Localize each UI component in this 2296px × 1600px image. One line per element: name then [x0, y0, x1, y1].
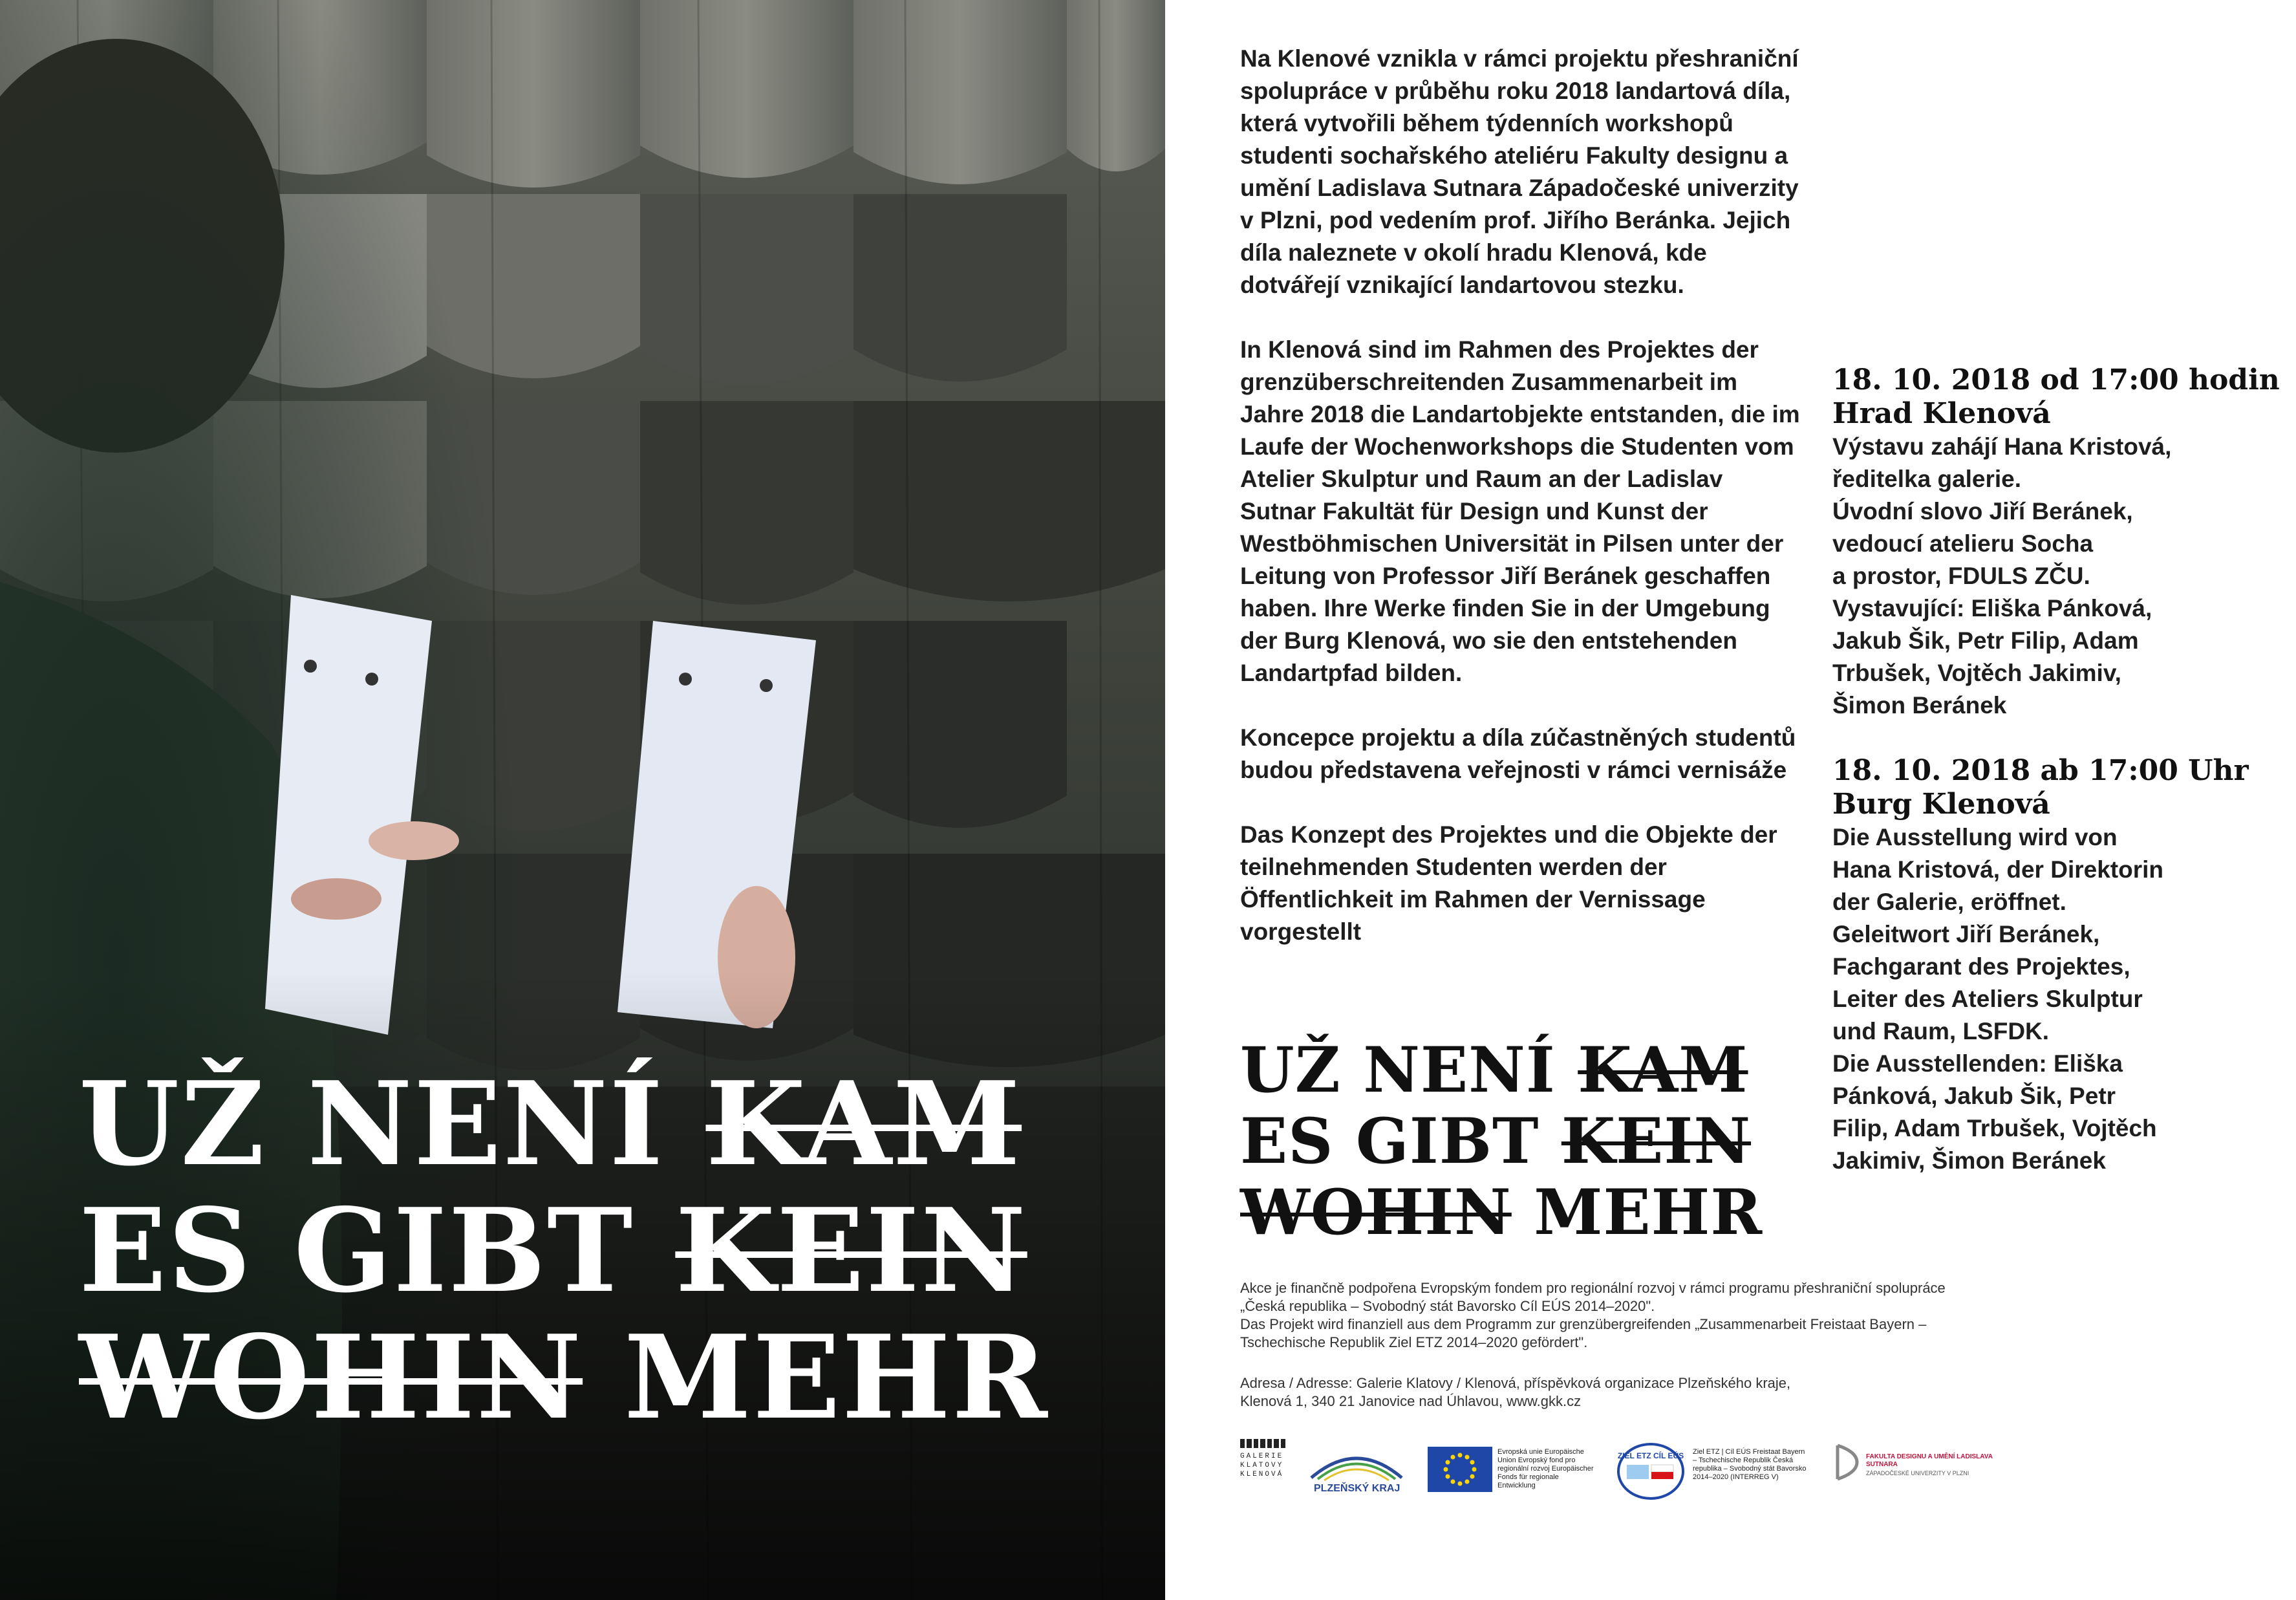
event-de: [1832, 754, 2285, 1177]
event-date: 18. 10. 2018 ab 17:00 Uhr: [1832, 754, 2249, 787]
event-description: Die Ausstellung wird von Hana Kristová, der Direktorin der Galerie, eröffnet. Geleitwort Jiří Beránek, Fachgarant des Projektes, Leiter des Ateliers Skulptur und Raum, LSFDK. Die Ausstellenden: Eliška Pánková, Jakub Šik, Petr Filip, Adam Trbušek, Vojtěch Jakimiv, Šimon Beránek: [1832, 824, 2163, 1174]
fduls-mark-icon: [1835, 1439, 1861, 1484]
address-line-1: Adresa / Adresse: Galerie Klatovy / Klenová, příspěvková organizace Plzeňského kraje,: [1240, 1375, 1791, 1391]
event-cz: [1832, 363, 2285, 722]
eu-logo: Evropská unie Europäische Union Evropský fond pro regionální rozvoj Europäischer Fonds für regionale Entwicklung: [1428, 1439, 1596, 1504]
fduls-logo: FAKULTA DESIGNU A UMĚNÍ LADISLAVA SUTNARA ZÁPADOČESKÉ UNIVERZITY V PLZNI: [1835, 1439, 2003, 1504]
paragraph-cz-concept: Koncepce projektu a díla zúčastněných studentů budou představena veřejnosti v rámci vernisáže: [1240, 724, 1796, 783]
poster-text-panel: [1165, 0, 2296, 1600]
event-place: Burg Klenová: [1832, 788, 2050, 821]
funding-note: [1240, 1279, 1977, 1352]
title-line-2: ES GIBT KEIN: [79, 1183, 1027, 1318]
svg-text:ZIEL ETZ CÍL EÚS: ZIEL ETZ CÍL EÚS: [1617, 1451, 1684, 1460]
title-line-1: UŽ NENÍ KAM: [79, 1056, 1022, 1191]
events-column: [1832, 363, 2285, 1209]
event-description: Výstavu zahájí Hana Kristová, ředitelka galerie. Úvodní slovo Jiří Beránek, vedoucí atelieru Socha a prostor, FDULS ZČU. Vystavující: Eliška Pánková, Jakub Šik, Petr Filip, Adam Trbušek, Vojtěch Jakimiv, Šimon Beránek: [1832, 433, 2172, 719]
poster-title-overlay: [79, 1056, 1049, 1445]
paragraph-cz-intro: Na Klenové vznikla v rámci projektu přeshraniční spolupráce v průběhu roku 2018 landartová díla, která vytvořili během týdenních workshopů studenti sochařského ateliéru Fakulty designu a umění Ladislava Sutnara Západočeské univerzity v Plzni, pod vedením prof. Jiřího Beránka. Jejich díla naleznete v okolí hradu Klenová, kde dotvářejí vznikající landartovou stezku.: [1240, 45, 1799, 298]
event-date: 18. 10. 2018 od 17:00 hodin: [1832, 363, 2280, 396]
title-line-2: ES GIBT KEIN: [1240, 1105, 1752, 1178]
partner-logos: [1240, 1439, 2145, 1504]
event-place: Hrad Klenová: [1832, 397, 2051, 430]
ziel-badge-icon: [1615, 1439, 1686, 1504]
poster-title-text: [1240, 1035, 1763, 1248]
title-line-3: WOHIN MEHR: [79, 1310, 1049, 1445]
plzensky-kraj-logo: PLZEŇSKÝ KRAJ: [1305, 1439, 1408, 1504]
paragraph-de-intro: In Klenová sind im Rahmen des Projektes der grenzüberschreitenden Zusammenarbeit im Jahre 2018 die Landartobjekte entstanden, die im Laufe der Wochenworkshops die Studenten vom Atelier Skulptur und Raum an der Ladislav Sutnar Fakultät für Design und Kunst der Westböhmischen Universität in Pilsen unter der Leitung von Professor Jiří Beránek geschaffen haben. Ihre Werke finden Sie in der Umgebung der Burg Klenová, wo sie den entstehenden Landartpfad bilden.: [1240, 336, 1800, 686]
eu-flag-icon: [1428, 1447, 1492, 1492]
address-line-2: Klenová 1, 340 21 Janovice nad Úhlavou, www.gkk.cz: [1240, 1393, 1582, 1409]
paragraph-de-concept: Das Konzept des Projektes und die Objekte der teilnehmenden Studenten werden der Öffentlichkeit im Rahmen der Vernissage vorgestellt: [1240, 821, 1777, 945]
plzen-arc-icon: [1305, 1439, 1408, 1484]
funding-cz: Akce je finančně podpořena Evropským fondem pro regionální rozvoj v rámci programu přeshraniční spolupráce „Česká republika – Svobodný stát Bavorsko Cíl EÚS 2014–2020".: [1240, 1280, 1946, 1314]
title-line-3: WOHIN MEHR: [1240, 1176, 1763, 1249]
address-block: [1240, 1374, 1977, 1411]
intro-column: [1240, 43, 1803, 980]
funding-de: Das Projekt wird finanziell aus dem Programm zur grenzübergreifenden „Zusammenarbeit Freistaat Bayern – Tschechische Republik Ziel ETZ 2014–2020 gefördert".: [1240, 1316, 1927, 1350]
ziel-etz-logo: ZIEL ETZ CÍL EÚS Ziel ETZ | Cíl EÚS Freistaat Bayern – Tschechische Republik Česká republika – Svobodný stát Bavorsko 2014–2020 (INTERREG V): [1615, 1439, 1809, 1504]
galerie-klatovy-logo: GALERIE KLATOVY KLENOVÁ: [1240, 1439, 1285, 1504]
title-line-1: UŽ NENÍ KAM: [1240, 1033, 1748, 1107]
